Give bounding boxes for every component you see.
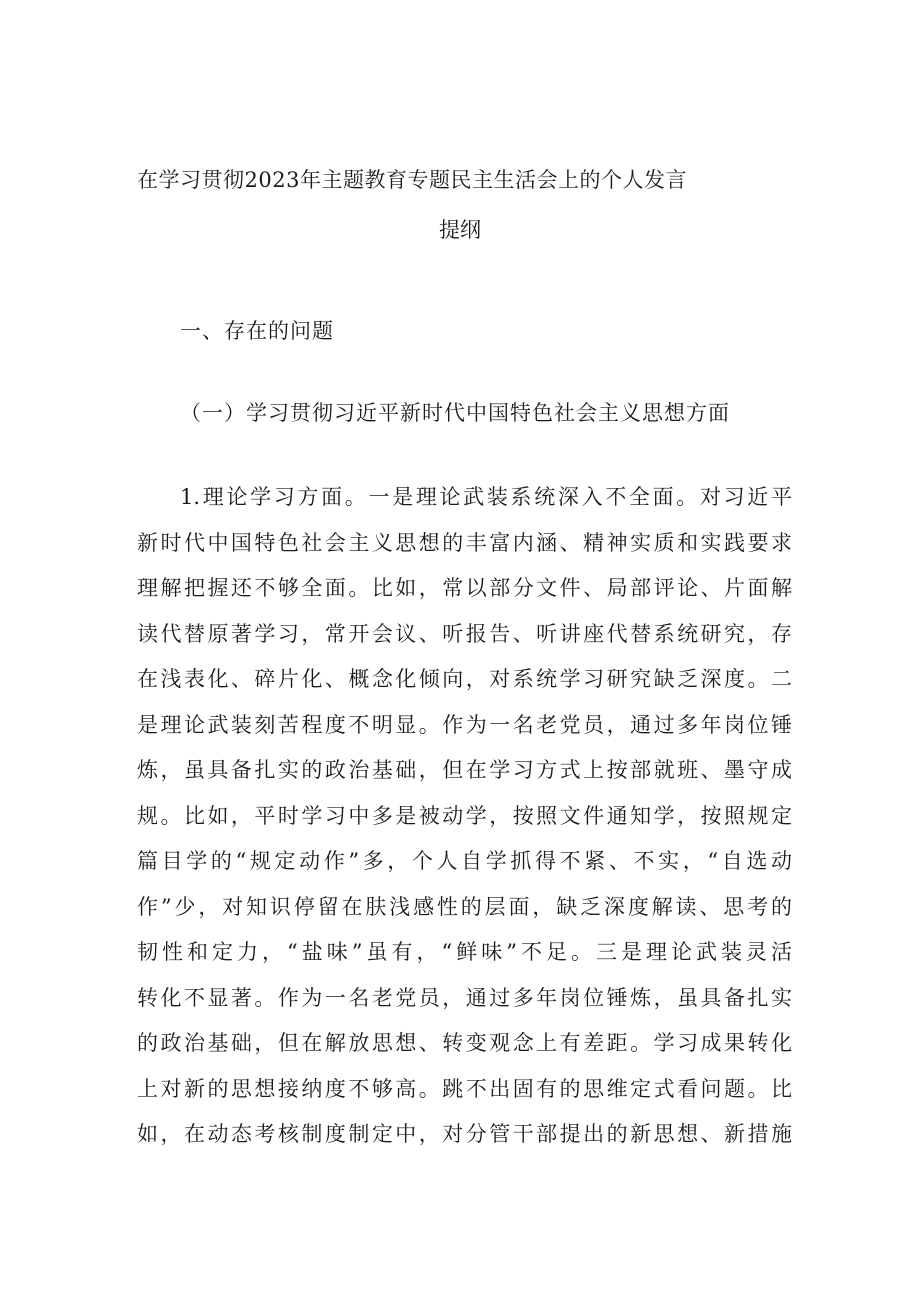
paragraph-line: 转化不显著。作为一名老党员，通过多年岗位锤炼，虽具备扎实 bbox=[137, 985, 792, 1010]
body-paragraph bbox=[137, 480, 792, 1163]
paragraph-line: 在浅表化、碎片化、概念化倾向，对系统学习研究缺乏深度。二 bbox=[137, 667, 792, 691]
paragraph-line: 理解把握还不够全面。比如，常以部分文件、局部评论、片面解 bbox=[137, 576, 792, 600]
paragraph-line: 是理论武装刻苦程度不明显。作为一名老党员，通过多年岗位锤 bbox=[137, 712, 792, 737]
paragraph-line: 读代替原著学习，常开会议、听报告、听讲座代替系统研究，存 bbox=[137, 621, 792, 646]
paragraph-line: 规。比如，平时学习中多是被动学，按照文件通知学，按照规定 bbox=[137, 803, 792, 828]
paragraph-line: 篇目学的“规定动作”多，个人自学抓得不紧、不实，“自选动 bbox=[137, 849, 792, 873]
paragraph-line: 的政治基础，但在解放思想、转变观念上有差距。学习成果转化 bbox=[137, 1031, 792, 1055]
section-heading: 一、存在的问题 bbox=[180, 319, 334, 343]
paragraph-line: 炼，虽具备扎实的政治基础，但在学习方式上按部就班、墨守成 bbox=[137, 758, 792, 782]
subsection-heading: （一）学习贯彻习近平新时代中国特色社会主义思想方面 bbox=[180, 401, 730, 425]
paragraph-line: 1.理论学习方面。一是理论武装系统深入不全面。对习近平 bbox=[180, 485, 792, 509]
paragraph-line: 新时代中国特色社会主义思想的丰富内涵、精神实质和实践要求 bbox=[137, 530, 792, 555]
paragraph-line: 上对新的思想接纳度不够高。跳不出固有的思维定式看问题。比 bbox=[137, 1076, 792, 1101]
paragraph-line: 作”少，对知识停留在肤浅感性的层面，缺乏深度解读、思考的 bbox=[137, 894, 792, 919]
paragraph-line: 韧性和定力，“盐味”虽有，“鲜味”不足。三是理论武装灵活 bbox=[137, 940, 792, 964]
paragraph-line: 如，在动态考核制度制定中，对分管干部提出的新思想、新措施 bbox=[137, 1122, 792, 1146]
document-title-continuation: 提纲 bbox=[439, 218, 481, 242]
document-title: 在学习贯彻2023年主题教育专题民主生活会上的个人发言 bbox=[137, 168, 687, 192]
